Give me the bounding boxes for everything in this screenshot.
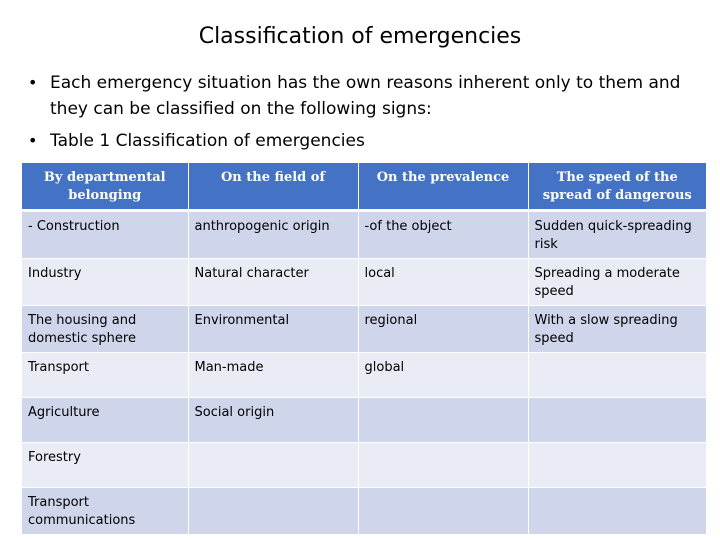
table-cell: anthropogenic origin — [188, 211, 358, 259]
bullet-text: Table 1 Classification of emergencies — [50, 131, 365, 151]
bullet-icon: • — [28, 131, 38, 150]
bullet-item — [28, 70, 708, 122]
table-cell: global — [358, 353, 528, 398]
table-cell — [188, 443, 358, 488]
table-cell — [528, 398, 706, 443]
table-cell: Sudden quick-spreading risk — [528, 211, 706, 259]
table-row — [22, 259, 706, 306]
table-cell — [358, 398, 528, 443]
table-cell: Industry — [22, 259, 188, 306]
table-cell: - Construction — [22, 211, 188, 259]
column-header: On the field of — [188, 163, 358, 211]
column-header: On the prevalence — [358, 163, 528, 211]
bullet-item — [28, 128, 708, 154]
table-row — [22, 306, 706, 353]
column-header: The speed of the spread of dangerous — [528, 163, 706, 211]
bullet-list — [28, 70, 708, 160]
table-cell: -of the object — [358, 211, 528, 259]
table-cell: Man-made — [188, 353, 358, 398]
table-cell: With a slow spreading speed — [528, 306, 706, 353]
table-header-row — [22, 163, 706, 211]
table-cell: Agriculture — [22, 398, 188, 443]
table-cell: local — [358, 259, 528, 306]
slide-title: Classification of emergencies — [198, 24, 522, 49]
table-cell — [528, 488, 706, 535]
table-cell: Transport communications — [22, 488, 188, 535]
table-cell — [358, 443, 528, 488]
table-row — [22, 211, 706, 259]
classification-table — [22, 163, 706, 535]
table-cell — [358, 488, 528, 535]
table-cell: Social origin — [188, 398, 358, 443]
table-row — [22, 353, 706, 398]
table-row — [22, 488, 706, 535]
table-cell: The housing and domestic sphere — [22, 306, 188, 353]
table-row — [22, 443, 706, 488]
table-cell — [528, 443, 706, 488]
column-header: By departmental belonging — [22, 163, 188, 211]
table-cell — [528, 353, 706, 398]
table-cell: Natural character — [188, 259, 358, 306]
table-cell: regional — [358, 306, 528, 353]
table-cell: Environmental — [188, 306, 358, 353]
table-cell: Transport — [22, 353, 188, 398]
table-cell: Forestry — [22, 443, 188, 488]
table-row — [22, 398, 706, 443]
table-cell: Spreading a moderate speed — [528, 259, 706, 306]
bullet-text: Each emergency situation has the own reasons inherent only to them and they can be classified on the following signs: — [50, 73, 681, 119]
table-cell — [188, 488, 358, 535]
bullet-icon: • — [28, 73, 38, 92]
